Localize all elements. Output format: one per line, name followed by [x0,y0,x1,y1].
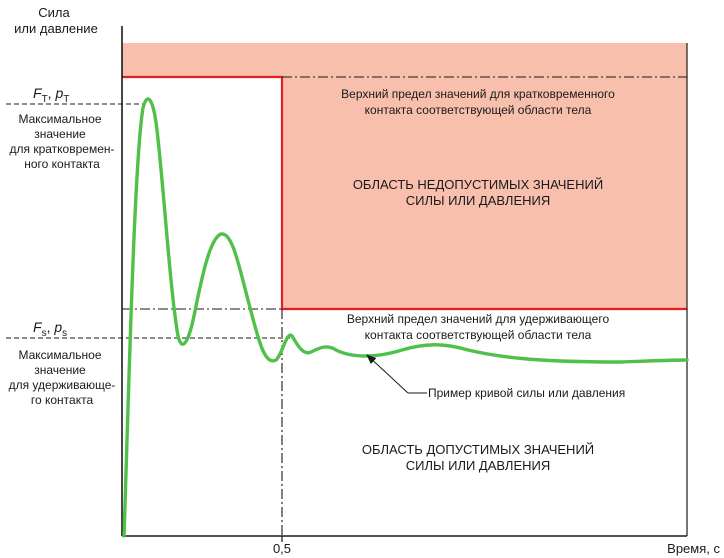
allowed-region-line2: СИЛЫ ИЛИ ДАВЛЕНИЯ [405,458,551,473]
fs-label: $F_s$, $p_s$ [33,319,68,339]
x-tick-label: 0,5 [272,541,292,556]
y-axis-label-line1: Сила [38,5,70,20]
max-transient-line3: для кратковремен- [9,142,115,156]
x-axis-label: Время, с [667,541,720,556]
max-transient-line2: значение [34,127,86,141]
upper-limit-transient-line1: Верхний предел значений для кратковременного [341,87,615,101]
curve-pointer [367,355,408,393]
curve-example-label: Пример кривой силы или давления [428,386,626,400]
forbidden-region-line2: СИЛЫ ИЛИ ДАВЛЕНИЯ [405,193,551,208]
forbidden-region-line1: ОБЛАСТЬ НЕДОПУСТИМЫХ ЗНАЧЕНИЙ [352,177,604,192]
ft-label: $F_T$, $p_T$ [33,85,70,105]
upper-limit-quasistatic-line1: Верхний предел значений для удерживающего [346,312,610,326]
max-transient-line1: Максимальное [18,112,102,126]
forbidden-region-top-band [122,43,687,77]
upper-limit-transient-line2: контакта соответствующей области тела [364,103,592,117]
y-axis-label-line2: или давление [14,21,98,36]
max-quasistatic-line3: для удерживающе- [8,378,116,392]
max-quasistatic-line2: значение [34,363,86,377]
max-quasistatic-line4: го контакта [30,393,94,407]
max-transient-line4: ного контакта [24,157,100,171]
upper-limit-quasistatic-line2: контакта соответствующей области тела [364,328,592,342]
max-quasistatic-line1: Максимальное [18,348,102,362]
allowed-region-line1: ОБЛАСТЬ ДОПУСТИМЫХ ЗНАЧЕНИЙ [361,442,595,457]
